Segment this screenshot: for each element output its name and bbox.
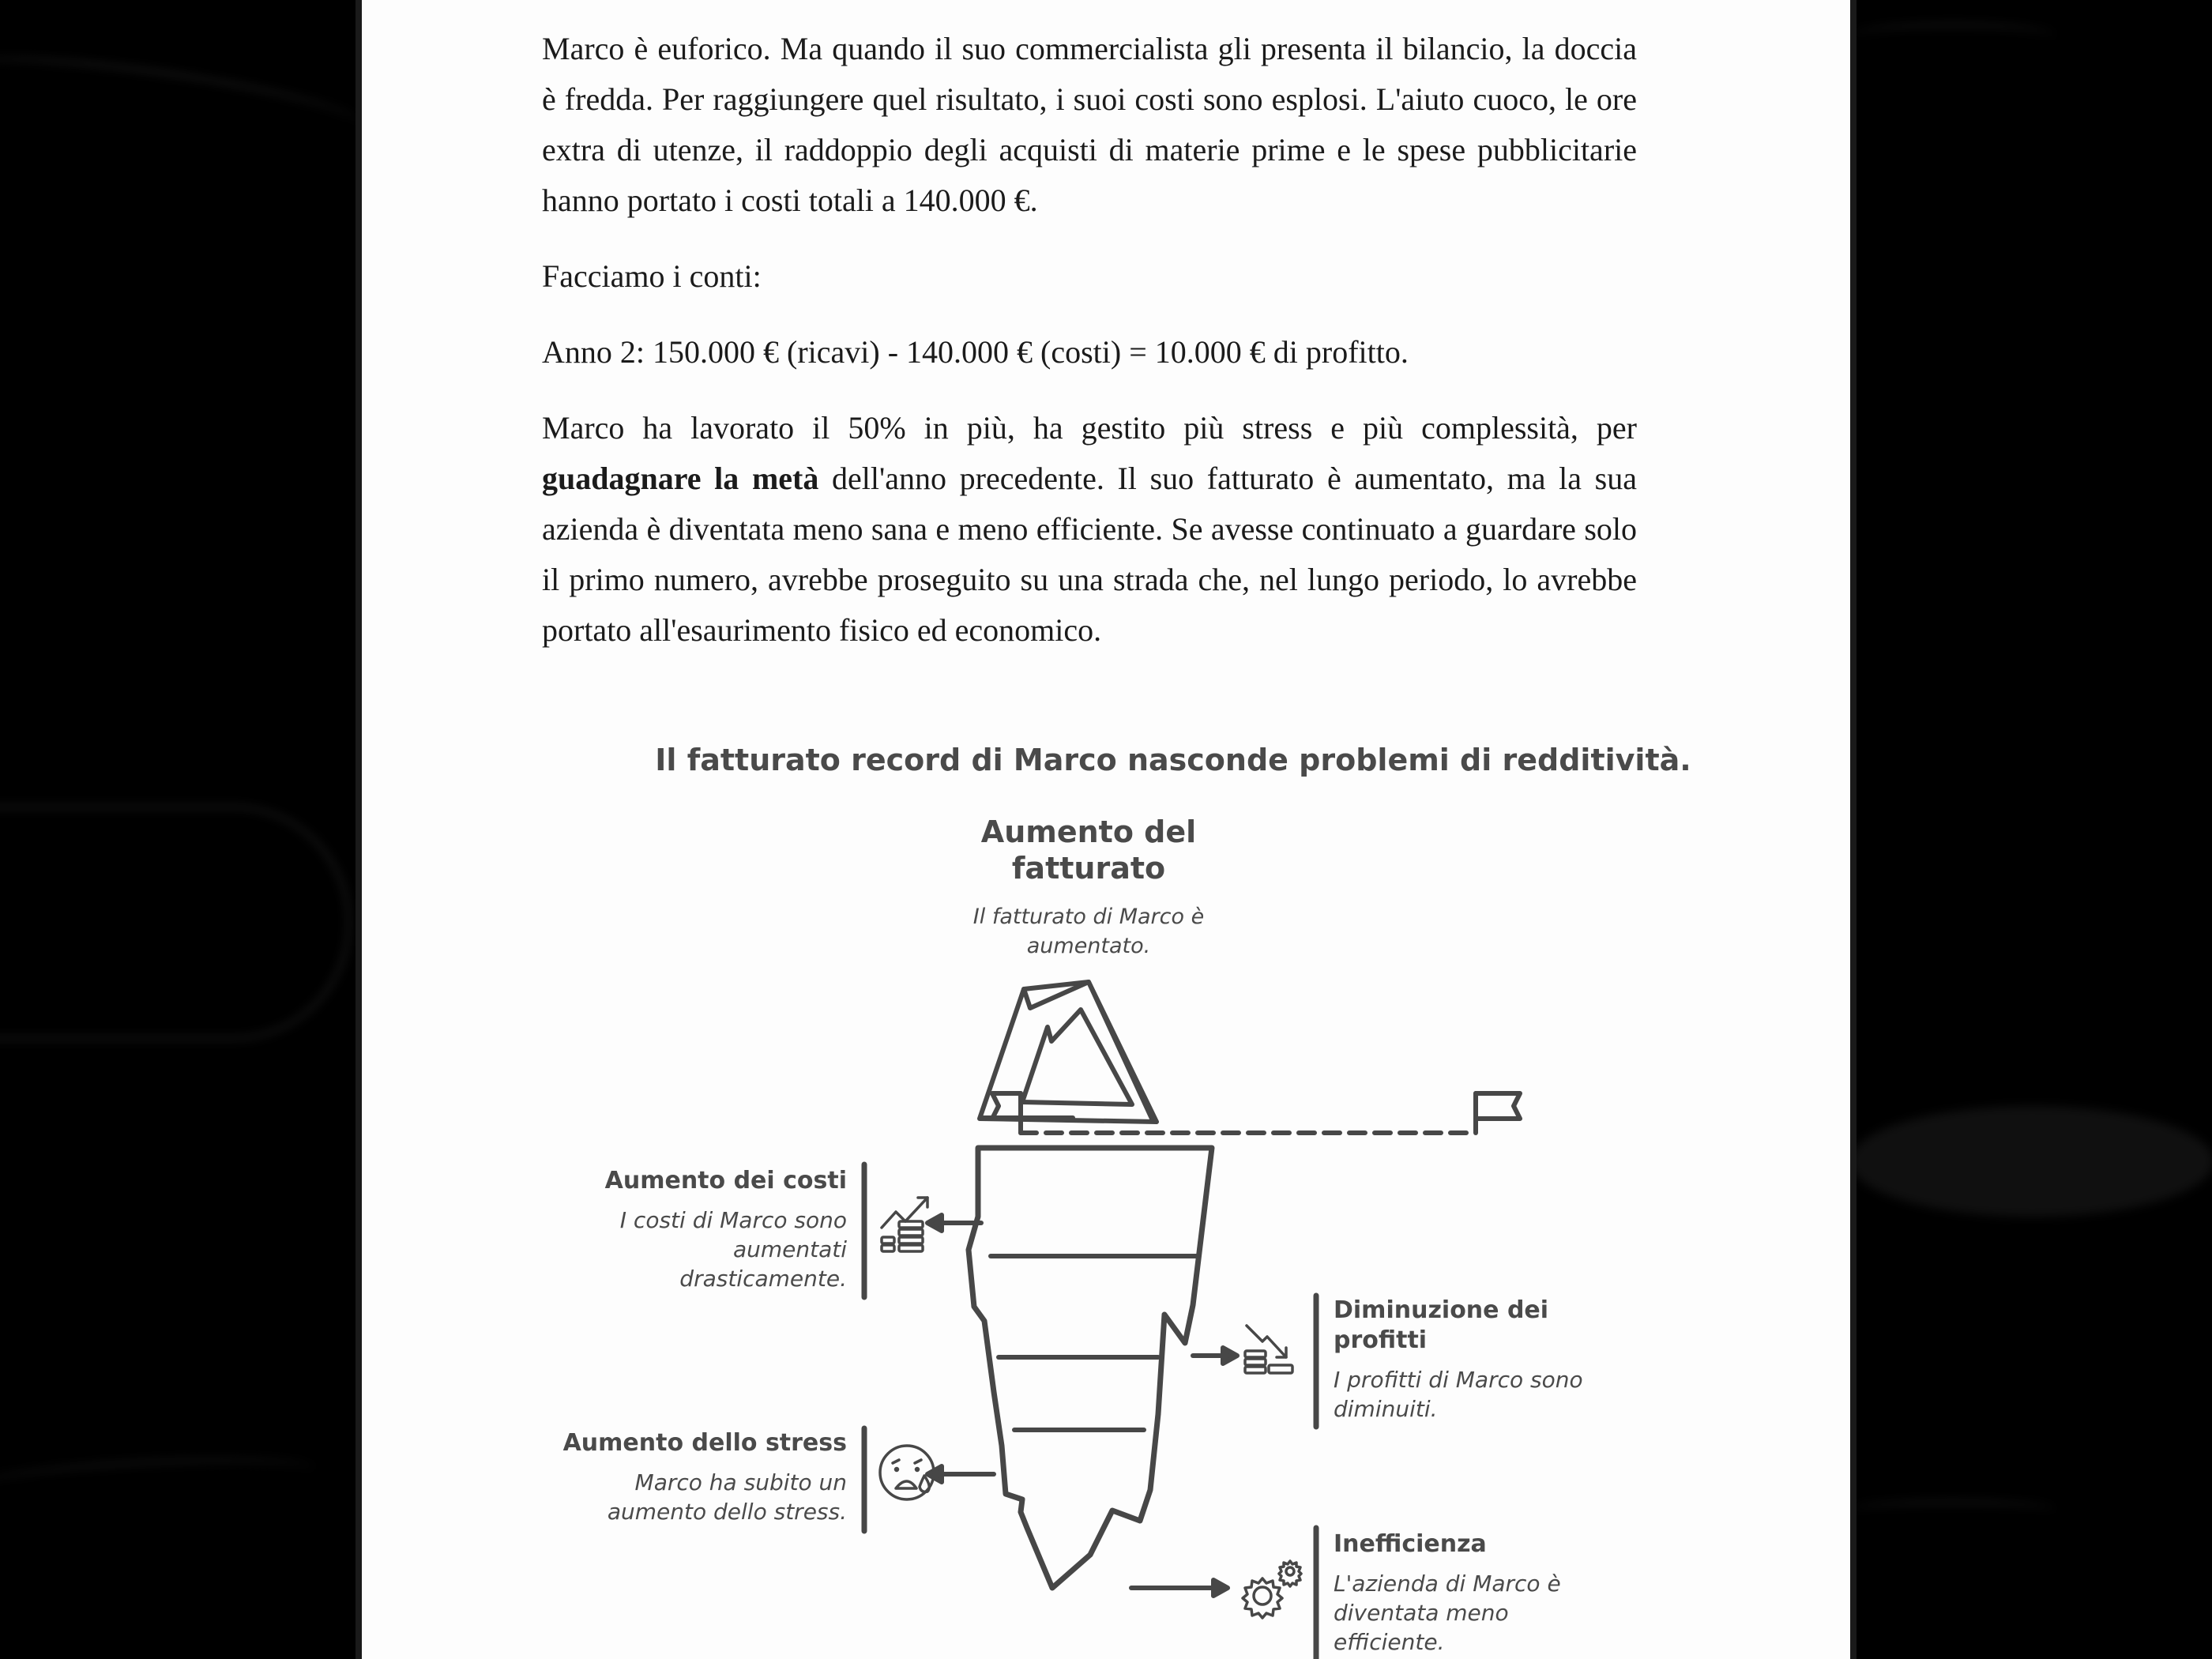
label-costs-description: I costi di Marco sono aumentati drasticamente. [619, 1207, 847, 1292]
diagram-title: Il fatturato record di Marco nasconde problemi di redditività. [655, 743, 1691, 777]
iceberg-underwater-icon [969, 1148, 1212, 1588]
background-wisp [0, 806, 350, 1040]
label-profits [1334, 1296, 1650, 1424]
article-page [362, 0, 1850, 1659]
right-flag-icon [1476, 1093, 1520, 1133]
conclusion-post: dell'anno precedente. Il suo fatturato è aumentato, ma la sua azienda è diventata meno sana e meno efficiente. Se avesse continuato a guardare solo il primo numero, avrebbe proseguito su una strada che, nel lungo periodo, lo avrebbe portato all'esaurimento fisico ed economico. [542, 461, 1638, 648]
label-costs [551, 1166, 847, 1293]
chart-up-coins-icon [882, 1198, 927, 1251]
arrow-right-profits [1193, 1348, 1237, 1364]
paragraph-calc-intro: Facciamo i conti: [542, 258, 762, 294]
background-wisp [0, 1453, 317, 1505]
label-costs-heading: Aumento dei costi [604, 1167, 847, 1194]
conclusion-pre: Marco ha lavorato il 50% in più, ha gestito più stress e più complessità, per [542, 410, 1637, 446]
arrow-right-inefficiency [1131, 1580, 1228, 1596]
top-description: Il fatturato di Marco è aumentato. [972, 905, 1205, 958]
label-profits-heading: Diminuzione dei profitti [1334, 1296, 1549, 1354]
arrow-left-stress [927, 1466, 994, 1482]
chart-down-coins-icon [1245, 1326, 1292, 1373]
label-inefficiency-description: L'azienda di Marco è diventata meno efficiente. [1334, 1571, 1561, 1655]
paragraph-costs: Marco è euforico. Ma quando il suo commercialista gli presenta il bilancio, la doccia è fredda. Per raggiungere quel risultato, i suoi costi sono esplosi. L'aiuto cuoco, le ore extra di utenze, il raddoppio degli acquisti di materie prime e le spese pubblicitarie hanno portato i costi totali a 140.000 €. [542, 31, 1637, 218]
label-stress [536, 1428, 847, 1526]
background-wisp [1850, 24, 2056, 50]
label-inefficiency-heading: Inefficienza [1334, 1530, 1487, 1558]
label-profits-description: I profitti di Marco sono diminuiti. [1334, 1367, 1583, 1422]
left-flag-icon [992, 1093, 1021, 1133]
label-inefficiency [1334, 1529, 1618, 1657]
top-heading: Aumento del fatturato [980, 814, 1197, 886]
background-wisp [1850, 1501, 2056, 1519]
iceberg-peak-icon [980, 982, 1157, 1122]
paragraph-year2-calc: Anno 2: 150.000 € (ricavi) - 140.000 € (costi) = 10.000 € di profitto. [542, 334, 1409, 370]
background-wisp [1850, 1106, 2212, 1217]
label-stress-description: Marco ha subito un aumento dello stress. [607, 1469, 847, 1525]
background-wisp [0, 43, 365, 149]
iceberg-diagram [362, 0, 1850, 1659]
conclusion-bold: guadagnare la metà [542, 461, 819, 496]
label-stress-heading: Aumento dello stress [562, 1429, 847, 1457]
gears-icon [1243, 1561, 1301, 1618]
